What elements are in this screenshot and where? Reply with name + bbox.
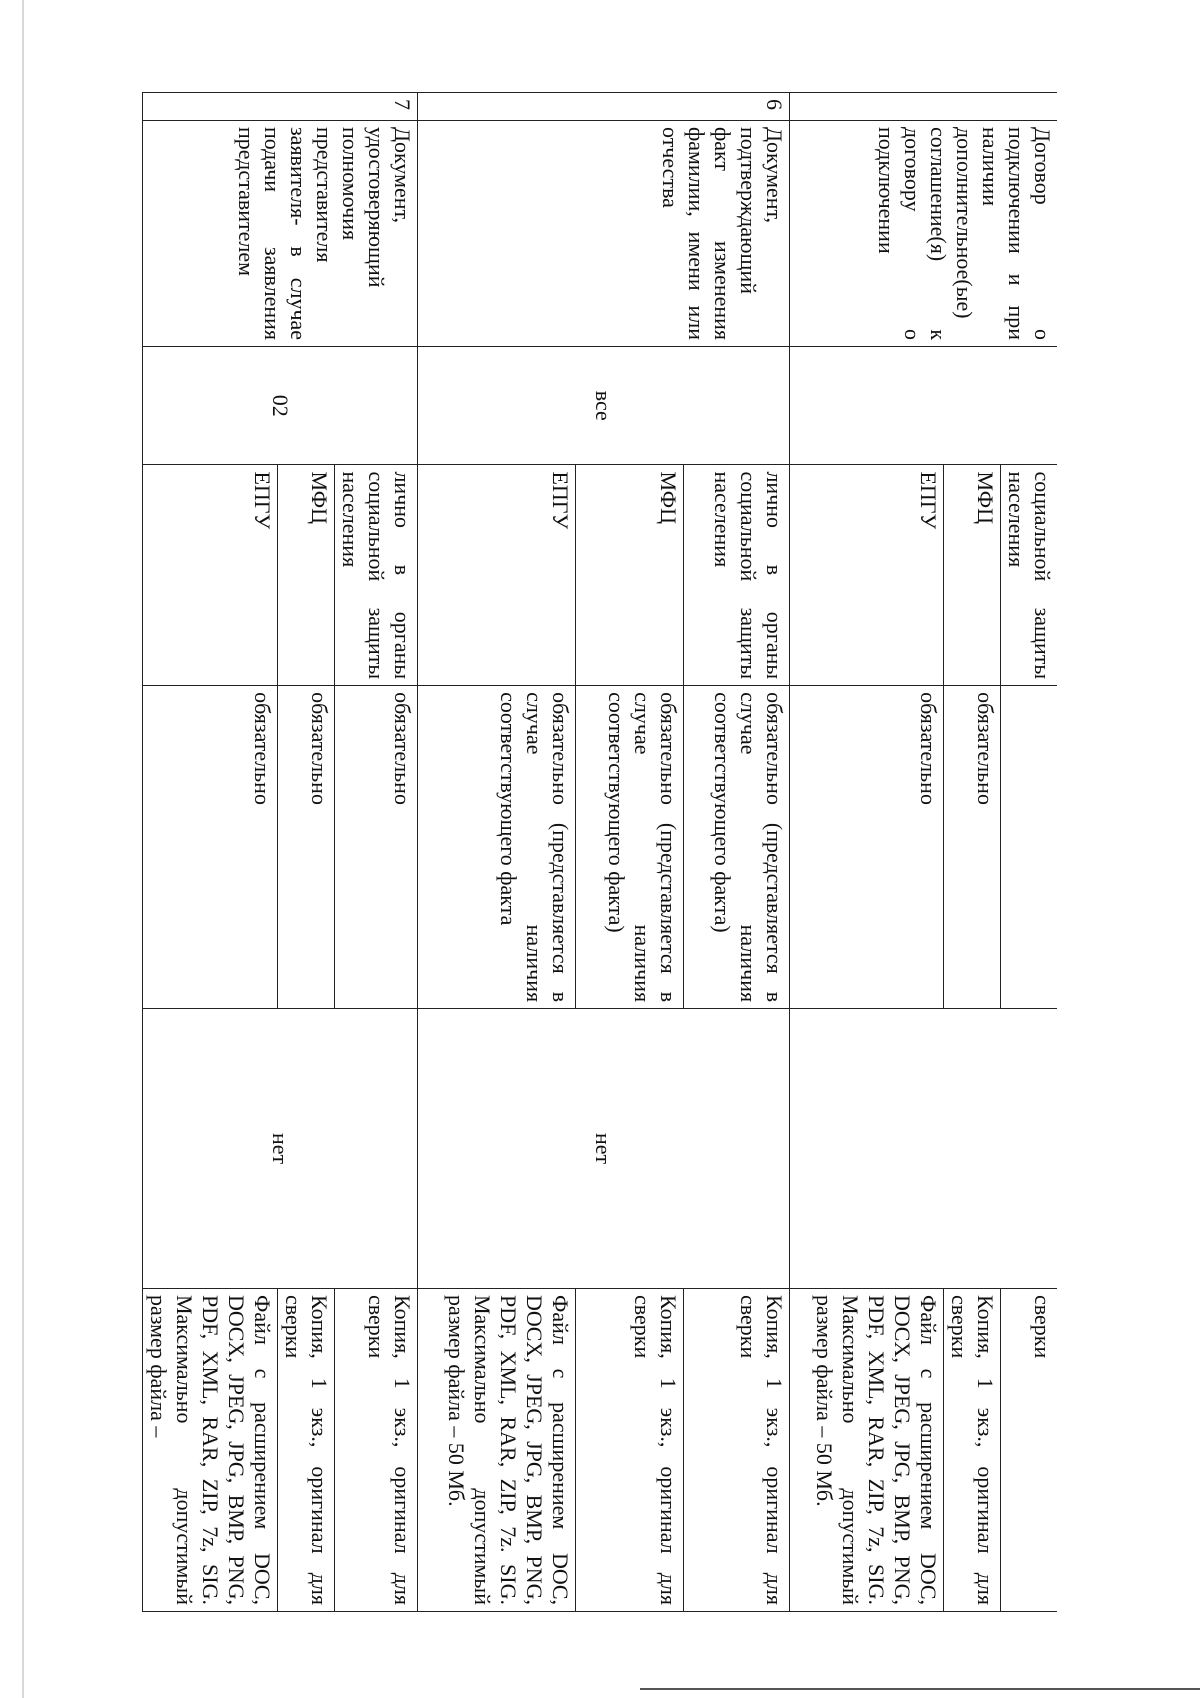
document-form: Файл с расширением DOC, DOCX, JPEG, JPG, BMP, PNG, PDF, XML, RAR, ZIP, 7z, SIG. Максимально допустимый размер файла – 50 Мб.	[790, 1288, 944, 1611]
documents-table	[142, 92, 1057, 1612]
requirement: обязательно (представляется в случае наличия соответствующего факта	[418, 686, 576, 1009]
document-form: Копия, 1 экз., оригинал для сверки	[684, 1288, 790, 1611]
row-number: 7	[143, 93, 418, 121]
row-number	[790, 93, 1058, 121]
submission-way: ЕПГУ	[143, 465, 278, 686]
document-name: Документ, удостоверяющий полномочия представителя заявителя- в случае подачи заявления представителем	[143, 120, 418, 346]
submission-way: МФЦ	[944, 465, 1001, 686]
document-form: Копия, 1 экз., оригинал для сверки	[576, 1288, 684, 1611]
document-form: Копия, 1 экз., оригинал для сверки	[335, 1288, 418, 1611]
interagency-flag	[790, 1009, 1058, 1289]
table-row	[1001, 93, 1058, 1612]
applicant-category: 02	[143, 347, 418, 465]
submission-way: социальной защиты населения	[1001, 465, 1058, 686]
scan-edge-left	[22, 0, 24, 1698]
document-form: Файл с расширением DOC, DOCX, JPEG, JPG, BMP, PNG, PDF, XML, RAR, ZIP, 7z, SIG. Максимально допустимый размер файла –	[143, 1288, 278, 1611]
rotated-document	[87, 92, 1057, 1612]
table-row	[684, 93, 790, 1612]
document-name: Договор о подключении и при наличии дополнительное(ые) соглашение(я) к договору о подключении	[790, 120, 1058, 346]
submission-way: МФЦ	[278, 465, 335, 686]
requirement	[1001, 686, 1058, 1009]
requirement: обязательно (представляется в случае наличия соответствующего факта)	[576, 686, 684, 1009]
submission-way: МФЦ	[576, 465, 684, 686]
document-form: Копия, 1 экз., оригинал для сверки	[944, 1288, 1001, 1611]
requirement: обязательно (представляется в случае наличия соответствующего факта)	[684, 686, 790, 1009]
table-row	[335, 93, 418, 1612]
submission-way: лично в органы социальной защиты населения	[335, 465, 418, 686]
submission-way: лично в органы социальной защиты населения	[684, 465, 790, 686]
submission-way: ЕПГУ	[418, 465, 576, 686]
requirement: обязательно	[278, 686, 335, 1009]
requirement: обязательно	[335, 686, 418, 1009]
requirement: обязательно	[790, 686, 944, 1009]
document-form: Файл с расширением DOC, DOCX, JPEG, JPG, BMP, PNG, PDF, XML, RAR, ZIP, 7z. SIG. Максимально допустимый размер файла – 50 Мб.	[418, 1288, 576, 1611]
applicant-category	[790, 347, 1058, 465]
requirement: обязательно	[143, 686, 278, 1009]
interagency-flag: нет	[418, 1009, 790, 1289]
scan-edge-bottom	[640, 1688, 1200, 1690]
applicant-category: все	[418, 347, 790, 465]
row-number: 6	[418, 93, 790, 121]
interagency-flag: нет	[143, 1009, 418, 1289]
requirement: обязательно	[944, 686, 1001, 1009]
document-name: Документ, подтверждающий факт изменения фамилии, имени или отчества	[418, 120, 790, 346]
document-form: Копия, 1 экз., оригинал для сверки	[278, 1288, 335, 1611]
submission-way: ЕПГУ	[790, 465, 944, 686]
document-form: сверки	[1001, 1288, 1058, 1611]
